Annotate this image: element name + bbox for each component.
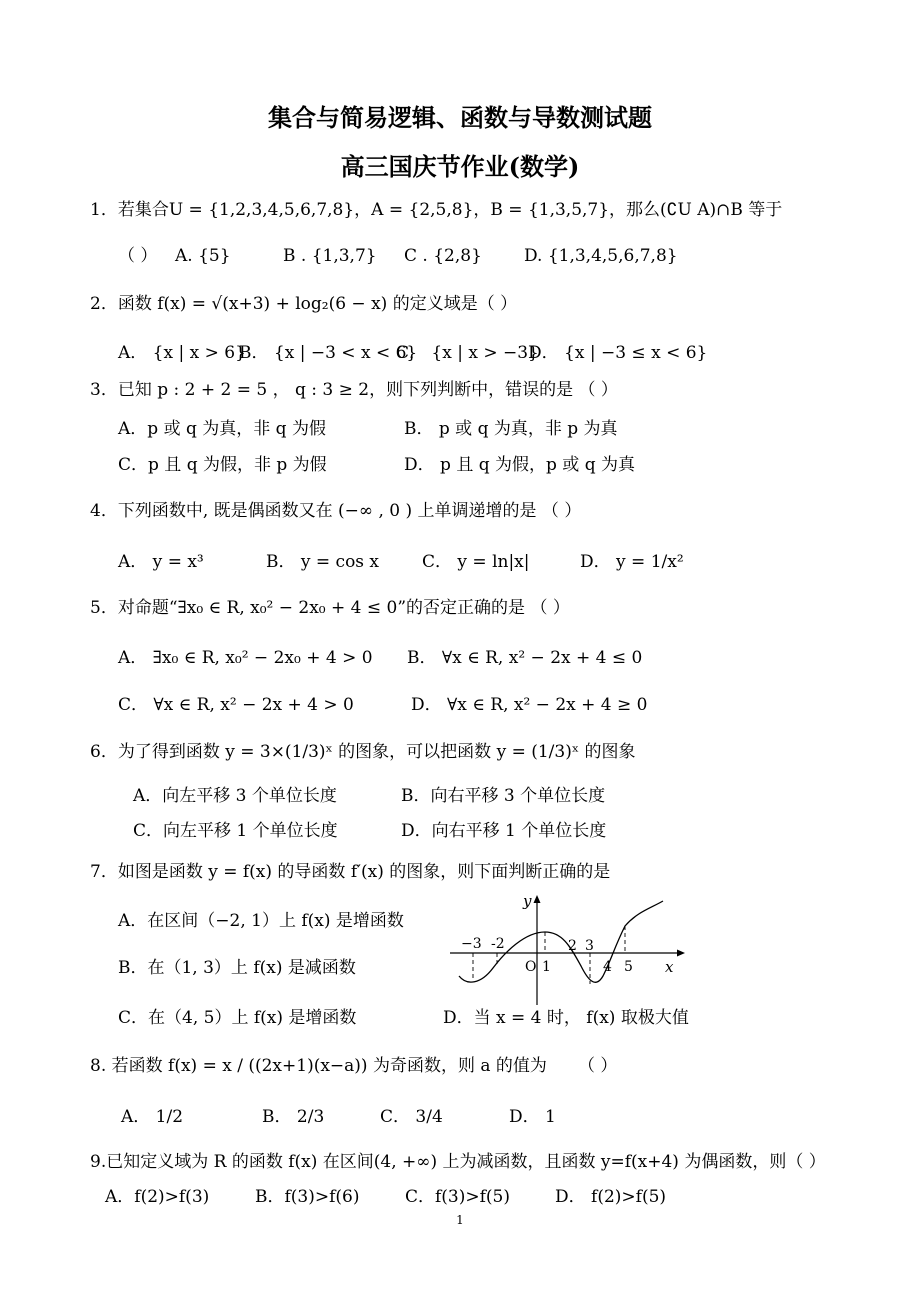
q6-option-b: B．向右平移 3 个单位长度 bbox=[401, 786, 606, 806]
q5-option-c: C． ∀x ∈ R, x² − 2x + 4 > 0 bbox=[118, 695, 354, 715]
q6-stem: 6．为了得到函数 y = 3×(1/3)ˣ 的图象，可以把函数 y = (1/3)ˣ 的图象 bbox=[90, 742, 636, 762]
q2-stem: 2．函数 f(x) = √(x+3) + log₂(6 − x) 的定义域是（ ） bbox=[90, 294, 518, 314]
page-number: 1 bbox=[456, 1213, 464, 1227]
q8-option-b: B． 2/3 bbox=[262, 1107, 325, 1127]
q5-option-a: A． ∃x₀ ∈ R, x₀² − 2x₀ + 4 > 0 bbox=[118, 648, 373, 668]
q5-option-b: B． ∀x ∈ R, x² − 2x + 4 ≤ 0 bbox=[407, 648, 643, 668]
q2-option-c: C． {x | x > −3} bbox=[396, 343, 539, 363]
q4-option-c: C． y = ln|x| bbox=[422, 552, 530, 572]
tick-label: 3 bbox=[585, 938, 594, 954]
q8-stem: 8. 若函数 f(x) = x / ((2x+1)(x−a)) 为奇函数，则 a 的值为 bbox=[90, 1056, 547, 1076]
q8-option-d: D． 1 bbox=[509, 1107, 556, 1127]
x-axis-label: x bbox=[665, 958, 674, 976]
q7-stem: 7．如图是函数 y = f(x) 的导函数 f′(x) 的图象，则下面判断正确的是 bbox=[90, 862, 611, 882]
q6-option-d: D．向右平移 1 个单位长度 bbox=[401, 821, 607, 841]
tick-label: −3 bbox=[461, 936, 482, 952]
q2-option-b: B． {x | −3 < x < 6} bbox=[239, 343, 418, 363]
q9-option-a: A．f(2)>f(3) bbox=[105, 1187, 210, 1207]
tick-label: 2 bbox=[568, 938, 577, 954]
q8-option-a: A． 1/2 bbox=[121, 1107, 184, 1127]
derivative-graph bbox=[445, 892, 695, 1007]
q7-option-c: C．在（4, 5）上 f(x) 是增函数 bbox=[118, 1008, 357, 1028]
page-title: 集合与简易逻辑、函数与导数测试题 bbox=[268, 103, 652, 132]
q7-option-b: B．在（1, 3）上 f(x) 是减函数 bbox=[118, 958, 356, 978]
q1-option-d: D. {1,3,4,5,6,7,8} bbox=[524, 246, 678, 266]
page-subtitle: 高三国庆节作业(数学) bbox=[340, 152, 580, 181]
q1-stem: 1．若集合U = {1,2,3,4,5,6,7,8}，A = {2,5,8}，B = {1,3,5,7}，那么(∁U A)∩B 等于 bbox=[90, 200, 783, 220]
q3-stem: 3．已知 p : 2 + 2 = 5 ， q : 3 ≥ 2，则下列判断中，错误的是 （ ） bbox=[90, 380, 618, 400]
q1-option-b: B . {1,3,7} bbox=[283, 246, 377, 266]
q3-option-c: C．p 且 q 为假，非 p 为假 bbox=[118, 455, 327, 475]
q5-option-d: D． ∀x ∈ R, x² − 2x + 4 ≥ 0 bbox=[411, 695, 648, 715]
q9-option-d: D． f(2)>f(5) bbox=[555, 1187, 667, 1207]
q5-stem: 5．对命题“∃x₀ ∈ R, x₀² − 2x₀ + 4 ≤ 0”的否定正确的是 （ ） bbox=[90, 598, 570, 618]
origin-label: O bbox=[525, 959, 537, 975]
q1-option-a: A. {5} bbox=[175, 246, 231, 266]
q3-option-b: B． p 或 q 为真，非 p 为真 bbox=[404, 419, 618, 439]
q3-option-a: A．p 或 q 为真，非 q 为假 bbox=[118, 419, 326, 439]
q4-option-d: D． y = 1/x² bbox=[580, 552, 684, 572]
q6-option-a: A．向左平移 3 个单位长度 bbox=[133, 786, 337, 806]
q4-option-b: B． y = cos x bbox=[266, 552, 380, 572]
q9-option-b: B．f(3)>f(6) bbox=[255, 1187, 360, 1207]
q7-option-d: D．当 x = 4 时， f(x) 取极大值 bbox=[443, 1008, 689, 1028]
q1-blank: （ ） bbox=[118, 246, 158, 266]
q4-option-a: A． y = x³ bbox=[118, 552, 204, 572]
q7-option-a: A．在区间（−2, 1）上 f(x) 是增函数 bbox=[118, 911, 404, 931]
x-axis-arrow-icon bbox=[677, 950, 685, 957]
y-axis-label: y bbox=[523, 892, 532, 910]
q9-stem: 9.已知定义域为 R 的函数 f(x) 在区间(4, +∞) 上为减函数，且函数 y=f(x+4) 为偶函数，则（ ） bbox=[90, 1152, 826, 1172]
q9-option-c: C．f(3)>f(5) bbox=[405, 1187, 510, 1207]
y-axis-arrow-icon bbox=[534, 895, 541, 903]
q1-option-c: C . {2,8} bbox=[404, 246, 482, 266]
tick-label: -2 bbox=[491, 936, 505, 952]
q6-option-c: C．向左平移 1 个单位长度 bbox=[133, 821, 338, 841]
q8-blank: （ ） bbox=[578, 1056, 618, 1076]
tick-label: 1 bbox=[542, 959, 551, 975]
q2-option-d: D． {x | −3 ≤ x < 6} bbox=[528, 343, 708, 363]
tick-label: 4 bbox=[603, 959, 612, 975]
q4-stem: 4．下列函数中, 既是偶函数又在 (−∞ , 0 ) 上单调递增的是 （ ） bbox=[90, 501, 582, 521]
tick-label: 5 bbox=[624, 959, 633, 975]
q2-option-a: A． {x | x > 6} bbox=[118, 343, 246, 363]
q8-option-c: C． 3/4 bbox=[380, 1107, 443, 1127]
q3-option-d: D． p 且 q 为假，p 或 q 为真 bbox=[404, 455, 635, 475]
